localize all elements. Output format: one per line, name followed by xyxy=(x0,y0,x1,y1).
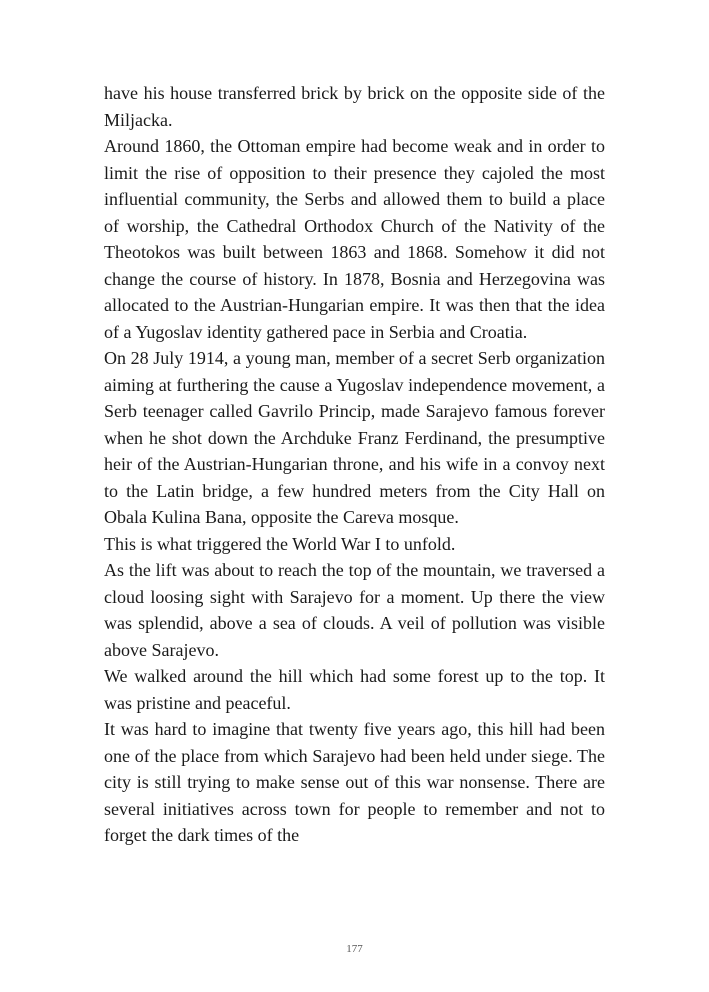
paragraph-siege: It was hard to imagine that twenty five years ago, this hill had been one of the place from which Sarajevo had been held under siege. The city is still trying to make sense out of this war nonsense. There are several initiatives across town for people to remember and not to forget the dark times of the xyxy=(104,719,605,845)
paragraph-world-war: This is what triggered the World War I to unfold. xyxy=(104,533,456,554)
paragraph-gavrilo-princip: On 28 July 1914, a young man, member of a secret Serb organization aiming at furthering the cause a Yugoslav independence movement, a Serb teenager called Gavrilo Princip, made Sarajevo famous forever when he shot down the Archduke Franz Ferdinand, the presumptive heir of the Austrian-Hungarian throne, and his wife in a convoy next to the Latin bridge, a few hundred meters from the City Hall on Obala Kulina Bana, opposite the Careva mosque. xyxy=(104,348,605,527)
page-number: 177 xyxy=(346,943,363,955)
paragraph-lift: As the lift was about to reach the top of the mountain, we traversed a cloud loosing sight with Sarajevo for a moment. Up there the view was splendid, above a sea of clouds. A veil of pollution was visible above Sarajevo. xyxy=(104,560,605,660)
paragraph-miljacka: have his house transferred brick by brick on the opposite side of the Miljacka. xyxy=(104,83,605,130)
page-body xyxy=(104,80,605,849)
paragraph-ottoman-empire: Around 1860, the Ottoman empire had become weak and in order to limit the rise of opposition to their presence they cajoled the most influential community, the Serbs and allowed them to build a place of worship, the Cathedral Orthodox Church of the Nativity of the Theotokos was built between 1863 and 1868. Somehow it did not change the course of history. In 1878, Bosnia and Herzegovina was allocated to the Austrian-Hungarian empire. It was then that the idea of a Yugoslav identity gathered pace in Serbia and Croatia. xyxy=(104,136,605,342)
paragraph-hill-walk: We walked around the hill which had some forest up to the top. It was pristine and peaceful. xyxy=(104,666,605,713)
